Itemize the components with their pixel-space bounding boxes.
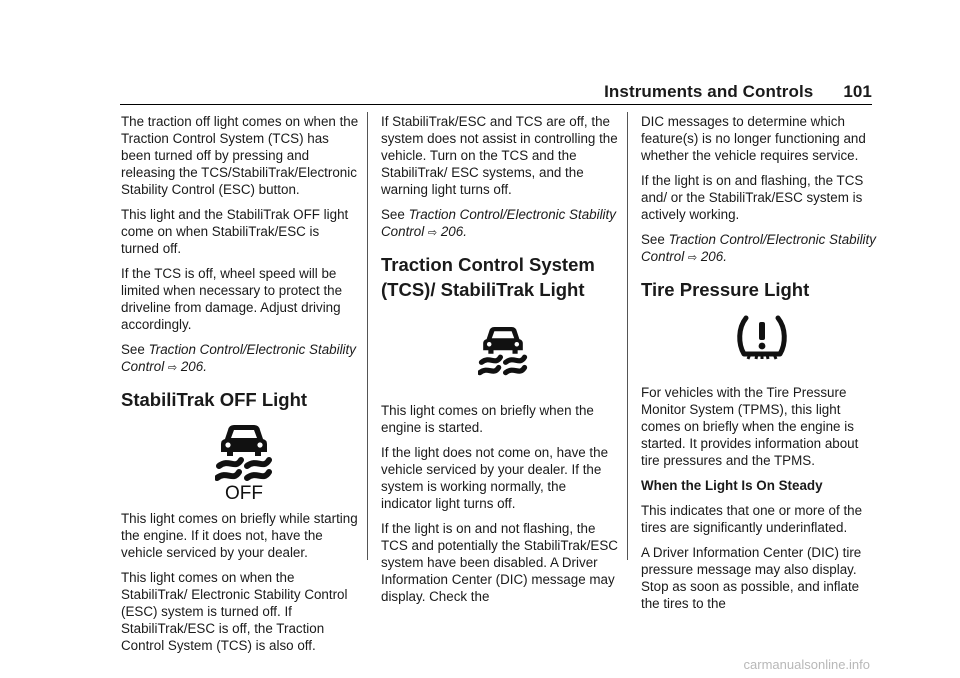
see-label: See bbox=[641, 232, 665, 247]
paragraph: A Driver Information Center (DIC) tire pressure message may also display. Stop as soon as possible, and inflate the tires to the bbox=[641, 545, 862, 611]
paragraph: This light comes on briefly while starting the engine. If it does not, have the vehicle serviced by your dealer. bbox=[121, 511, 358, 560]
cross-reference bbox=[641, 231, 879, 267]
paragraph: The traction off light comes on when the Traction Control System (TCS) has been turned off by pressing and releasing the TCS/StabiliTrak/Electronic Stability Control (ESC) button. bbox=[121, 114, 359, 197]
paragraph: If StabiliTrak/ESC and TCS are off, the system does not assist in controlling the vehicle. Turn on the TCS and the StabiliTrak/ ESC systems, and the warning light turns off. bbox=[381, 114, 618, 197]
stabilitrak-off-icon bbox=[129, 424, 359, 500]
see-label: See bbox=[381, 207, 405, 222]
paragraph: This indicates that one or more of the tires are significantly underinflated. bbox=[641, 503, 863, 535]
page-header bbox=[604, 82, 872, 102]
reference-link[interactable]: Traction Control/Electronic Stability Control bbox=[121, 342, 356, 374]
paragraph: This light comes on when the StabiliTrak/ Electronic Stability Control (ESC) system is turned off. If StabiliTrak/ESC is off, the Traction Control System (TCS) is also off. bbox=[121, 570, 348, 653]
cross-reference bbox=[381, 206, 619, 242]
header-rule bbox=[120, 104, 872, 105]
reference-page[interactable]: 206. bbox=[700, 249, 727, 264]
reference-page[interactable]: 206. bbox=[440, 224, 467, 239]
paragraph: If the light does not come on, have the vehicle serviced by your dealer. If the system is working normally, the indicator light turns off. bbox=[381, 445, 609, 511]
page-arrow-icon: ⇨ bbox=[427, 227, 438, 239]
paragraph: This light comes on briefly when the engine is started. bbox=[381, 403, 594, 435]
column-3 bbox=[641, 113, 879, 620]
traction-control-icon bbox=[387, 324, 619, 380]
section-heading: Tire Pressure Light bbox=[641, 279, 810, 300]
section-title: Instruments and Controls bbox=[604, 82, 814, 101]
watermark: carmanualsonline.info bbox=[743, 657, 870, 672]
subheading: When the Light Is On Steady bbox=[641, 478, 823, 493]
icon-off-text: OFF bbox=[225, 483, 263, 500]
section-heading: Traction Control System (TCS)/ StabiliTrak Light bbox=[381, 254, 595, 300]
reference-link[interactable]: Traction Control/Electronic Stability Control bbox=[641, 232, 876, 264]
paragraph: If the TCS is off, wheel speed will be limited when necessary to protect the driveline from damage. Adjust driving accordingly. bbox=[121, 266, 343, 332]
page-arrow-icon: ⇨ bbox=[167, 362, 178, 374]
reference-page[interactable]: 206. bbox=[180, 359, 207, 374]
column-divider bbox=[627, 112, 628, 560]
column-2 bbox=[381, 113, 619, 613]
paragraph: If the light is on and flashing, the TCS and/ or the StabiliTrak/ESC system is actively working. bbox=[641, 173, 864, 222]
reference-link[interactable]: Traction Control/Electronic Stability Control bbox=[381, 207, 616, 239]
cross-reference bbox=[121, 341, 359, 377]
column-divider bbox=[367, 112, 368, 560]
column-1 bbox=[121, 113, 359, 662]
page-number: 101 bbox=[843, 82, 872, 101]
paragraph: This light and the StabiliTrak OFF light come on when StabiliTrak/ESC is turned off. bbox=[121, 207, 349, 256]
page-arrow-icon: ⇨ bbox=[687, 252, 698, 264]
paragraph: DIC messages to determine which feature(s) is no longer functioning and whether the vehicle requires service. bbox=[641, 114, 866, 163]
section-heading: StabiliTrak OFF Light bbox=[121, 389, 308, 410]
paragraph: For vehicles with the Tire Pressure Monitor System (TPMS), this light comes on briefly when the engine is started. It provides information about tire pressures and the TPMS. bbox=[641, 385, 859, 468]
paragraph: If the light is on and not flashing, the TCS and potentially the StabiliTrak/ESC system have been disabled. A Driver Information Center (DIC) message may display. Check the bbox=[381, 521, 618, 604]
see-label: See bbox=[121, 342, 145, 357]
tire-pressure-icon bbox=[645, 314, 879, 362]
